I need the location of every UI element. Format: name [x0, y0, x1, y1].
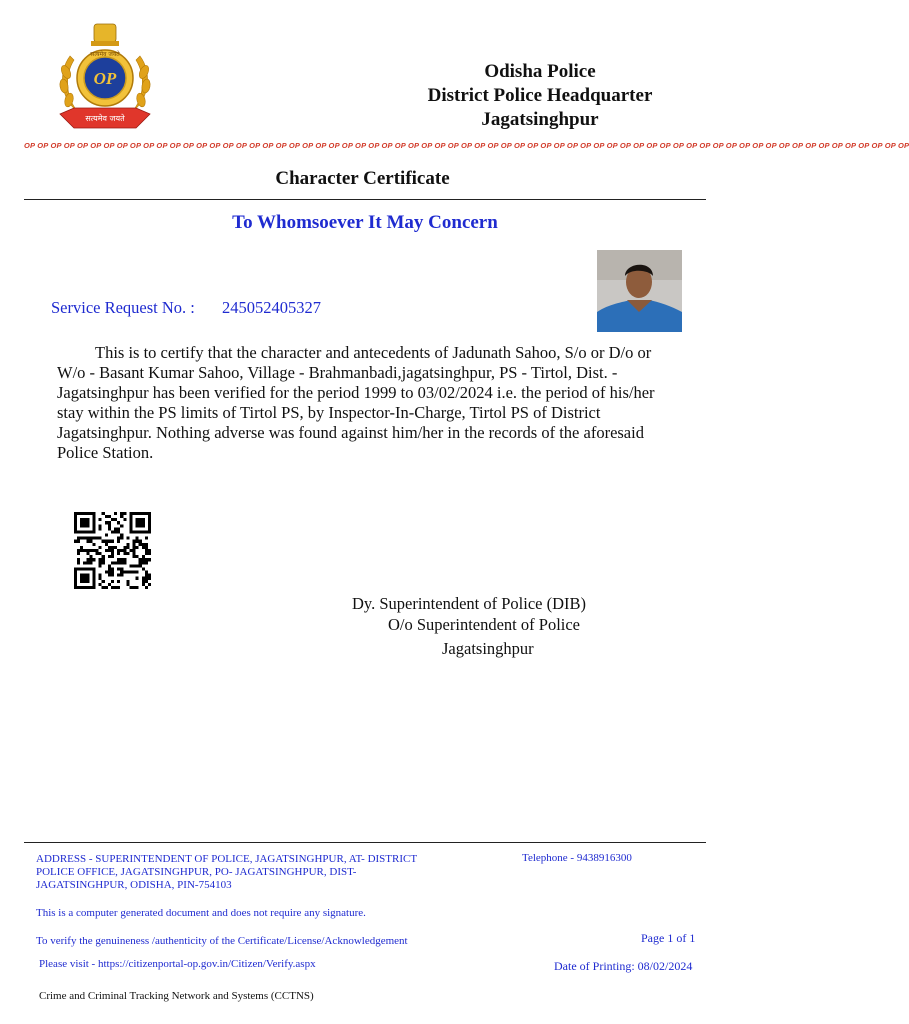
- footer-address: [36, 853, 496, 892]
- salutation: To Whomsoever It May Concern: [232, 212, 498, 233]
- svg-text:सत्यमेव जयते: सत्यमेव जयते: [90, 51, 120, 58]
- district-name: Jagatsinghpur: [481, 109, 599, 130]
- body-line: Police Station.: [57, 443, 154, 462]
- signatory-designation: Dy. Superintendent of Police (DIB): [352, 594, 587, 613]
- service-request-number: 245052405327: [222, 298, 321, 317]
- telephone: Telephone - 9438916300: [522, 852, 632, 864]
- certificate-body: [57, 343, 707, 463]
- monogram: OP: [93, 69, 117, 88]
- emblem-banner-text: सत्यमेव जयते: [85, 114, 125, 123]
- odisha-police-emblem: [52, 20, 158, 132]
- body-line: Jagatsinghpur. Nothing adverse was found against him/her in the records of the aforesaid: [57, 423, 644, 442]
- applicant-photo: [597, 250, 682, 332]
- qr-code[interactable]: [74, 512, 151, 589]
- address-line: JAGATSINGHPUR, ODISHA, PIN-754103: [36, 879, 232, 891]
- signatory-place: Jagatsinghpur: [442, 639, 534, 658]
- printing-date: Date of Printing: 08/02/2024: [554, 959, 693, 973]
- body-line: Jagatsinghpur has been verified for the period 1999 to 03/02/2024 i.e. the period of his/her: [57, 383, 655, 402]
- verify-url-link[interactable]: Please visit - https://citizenportal-op.gov.in/Citizen/Verify.aspx: [39, 958, 316, 970]
- service-request-label: Service Request No. :: [51, 298, 195, 317]
- decorative-op-pattern: OP OP OP OP OP OP OP OP OP OP OP OP OP OP OP OP OP OP OP OP OP OP OP OP OP OP OP OP OP OP OP OP OP OP OP OP OP OP OP OP OP OP OP OP OP OP OP OP OP OP OP OP OP OP OP OP OP OP OP OP OP OP OP OP OP OP OP: [24, 141, 909, 150]
- computer-generated-note: This is a computer generated document and does not require any signature.: [36, 907, 366, 919]
- org-name: Odisha Police: [484, 61, 596, 82]
- cctns-label: Crime and Criminal Tracking Network and Systems (CCTNS): [39, 990, 314, 1002]
- footer-divider: [24, 842, 706, 843]
- certificate-title: Character Certificate: [275, 168, 450, 189]
- signatory-office: O/o Superintendent of Police: [388, 615, 581, 634]
- lion-capital-icon: [91, 24, 119, 46]
- address-line: POLICE OFFICE, JAGATSINGHPUR, PO- JAGATSINGHPUR, DIST-: [36, 866, 357, 878]
- address-line: ADDRESS - SUPERINTENDENT OF POLICE, JAGATSINGHPUR, AT- DISTRICT: [36, 853, 418, 865]
- title-divider: [24, 199, 706, 200]
- body-line: W/o - Basant Kumar Sahoo, Village - Brahmanbadi,jagatsinghpur, PS - Tirtol, Dist. -: [57, 363, 618, 382]
- page-number: Page 1 of 1: [641, 931, 696, 945]
- body-line: stay within the PS limits of Tirtol PS, by Inspector-In-Charge, Tirtol PS of District: [57, 403, 601, 422]
- body-line: This is to certify that the character and antecedents of Jadunath Sahoo, S/o or D/o or: [95, 343, 652, 362]
- office-name: District Police Headquarter: [427, 85, 653, 106]
- verify-note: To verify the genuineness /authenticity of the Certificate/License/Acknowledgement: [36, 935, 408, 947]
- office-header: [390, 60, 690, 132]
